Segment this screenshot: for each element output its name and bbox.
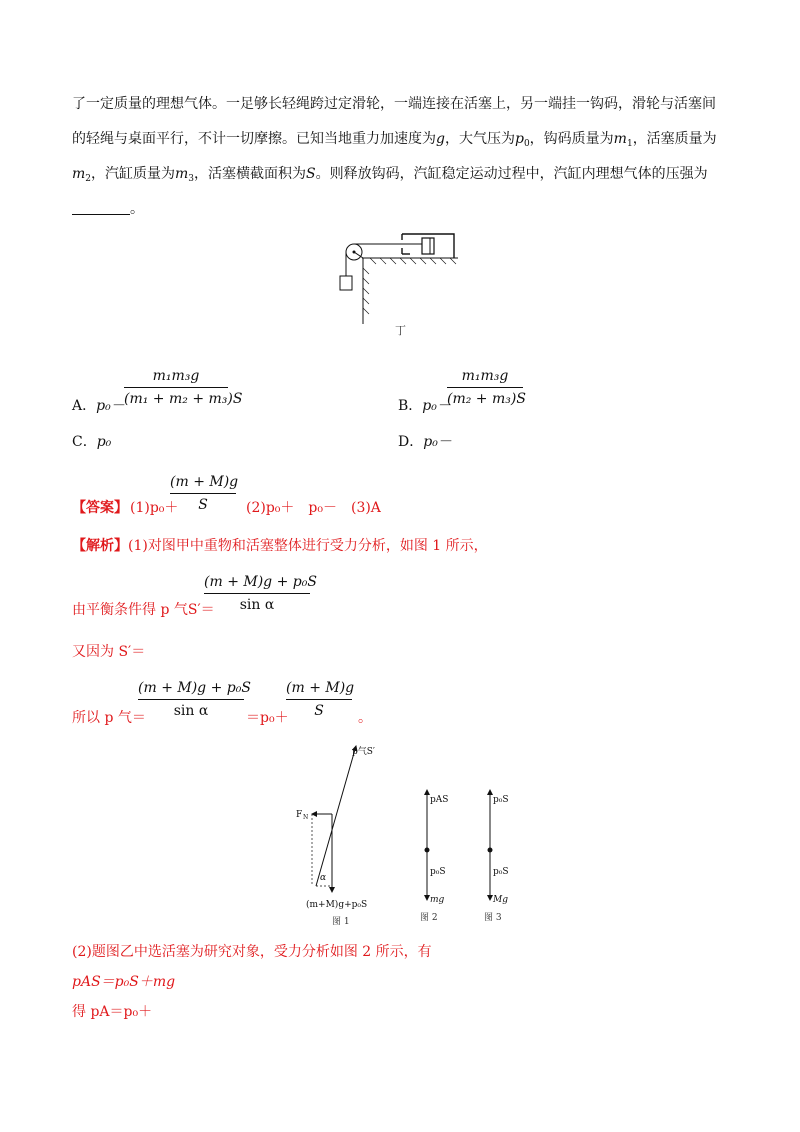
fig3-caption: 图 3	[484, 913, 502, 923]
part2-line-3: 得 pA＝p₀＋	[72, 1004, 153, 1020]
analysis-line-4-end: 。	[358, 710, 372, 726]
answer-label: 【答案】	[72, 500, 128, 516]
piston	[422, 238, 434, 254]
option-b[interactable]: B．p₀－	[398, 398, 451, 414]
fig1-top-label: p气S′	[352, 747, 375, 757]
figure-1	[296, 745, 375, 927]
analysis-fraction-3: (m + M)g S	[286, 680, 355, 719]
answer-fraction: (m + M)g S	[170, 474, 239, 513]
part2-line-2: pAS＝p₀S＋mg	[72, 974, 176, 990]
analysis-line-4-eq: ＝p₀＋	[246, 710, 289, 726]
analysis-line-1: 【解析】(1)对图甲中重物和活塞整体进行受力分析，如图 1 所示，	[72, 538, 488, 554]
analysis-line-4: 所以 p 气＝	[72, 710, 146, 726]
force-arrow-gas	[316, 746, 356, 886]
fig1-fn-sub: N	[303, 814, 309, 821]
fig3-mid-label: p₀S	[493, 867, 509, 877]
option-a[interactable]: A．p₀－	[72, 398, 125, 414]
fig1-bottom-label: (m+M)g+p₀S	[306, 900, 368, 910]
figure-ding	[330, 228, 470, 338]
answer-blank	[72, 200, 130, 215]
answer-part2: (2)p₀＋ p₀－ (3)A	[246, 500, 381, 516]
option-c[interactable]: C．p₀	[72, 434, 112, 450]
part2-line-1: (2)题图乙中选活塞为研究对象，受力分析如图 2 所示，有	[72, 944, 432, 960]
figure-ding-caption: 丁	[395, 324, 406, 337]
option-d[interactable]: D．p₀－	[398, 434, 452, 450]
question-line-4: 。	[72, 193, 732, 225]
question-line-2: 的轻绳与桌面平行，不计一切摩擦。已知当地重力加速度为g，大气压为$p_0$，钩码质量为$m_1$，活塞质量为	[72, 131, 717, 149]
fig3-dot	[488, 848, 493, 853]
fig1-caption: 图 1	[332, 917, 350, 927]
fig3-bottom-label: Mg	[493, 895, 508, 905]
fig2-top-label: pAS	[430, 795, 449, 805]
analysis-line-2: 由平衡条件得 p 气S′＝	[72, 602, 215, 618]
fig2-mid-label: p₀S	[430, 867, 446, 877]
analysis-line-3: 又因为 S′＝	[72, 644, 146, 660]
fig2-dot	[425, 848, 430, 853]
fig1-alpha: α	[320, 873, 327, 883]
question-line-1: 了一定质量的理想气体。一足够长轻绳跨过定滑轮，一端连接在活塞上，另一端挂一钩码，滑轮与活塞间	[72, 96, 716, 112]
option-b-fraction: m₁m₃g (m₂ + m₃)S	[447, 368, 526, 407]
analysis-fraction-1: (m + M)g + p₀S sin α	[204, 574, 317, 613]
fig3-top-label: p₀S	[493, 795, 509, 805]
fig2-bottom-label: mg	[430, 895, 445, 905]
figure-2	[420, 790, 448, 923]
hanging-weight	[340, 276, 352, 290]
analysis-fraction-2: (m + M)g + p₀S sin α	[138, 680, 251, 719]
fig1-fn-label: F	[296, 810, 303, 820]
force-diagrams	[280, 740, 540, 930]
fig2-caption: 图 2	[420, 913, 438, 923]
question-line-3: $m_2$，汽缸质量为$m_3$，活塞横截面积为S。则释放钩码，汽缸稳定运动过程中，汽缸内理想气体的压强为	[72, 166, 708, 184]
figure-3	[484, 790, 509, 923]
option-a-fraction: m₁m₃g (m₁ + m₂ + m₃)S	[124, 368, 243, 407]
answer-part1: (1)p₀＋	[130, 500, 179, 516]
